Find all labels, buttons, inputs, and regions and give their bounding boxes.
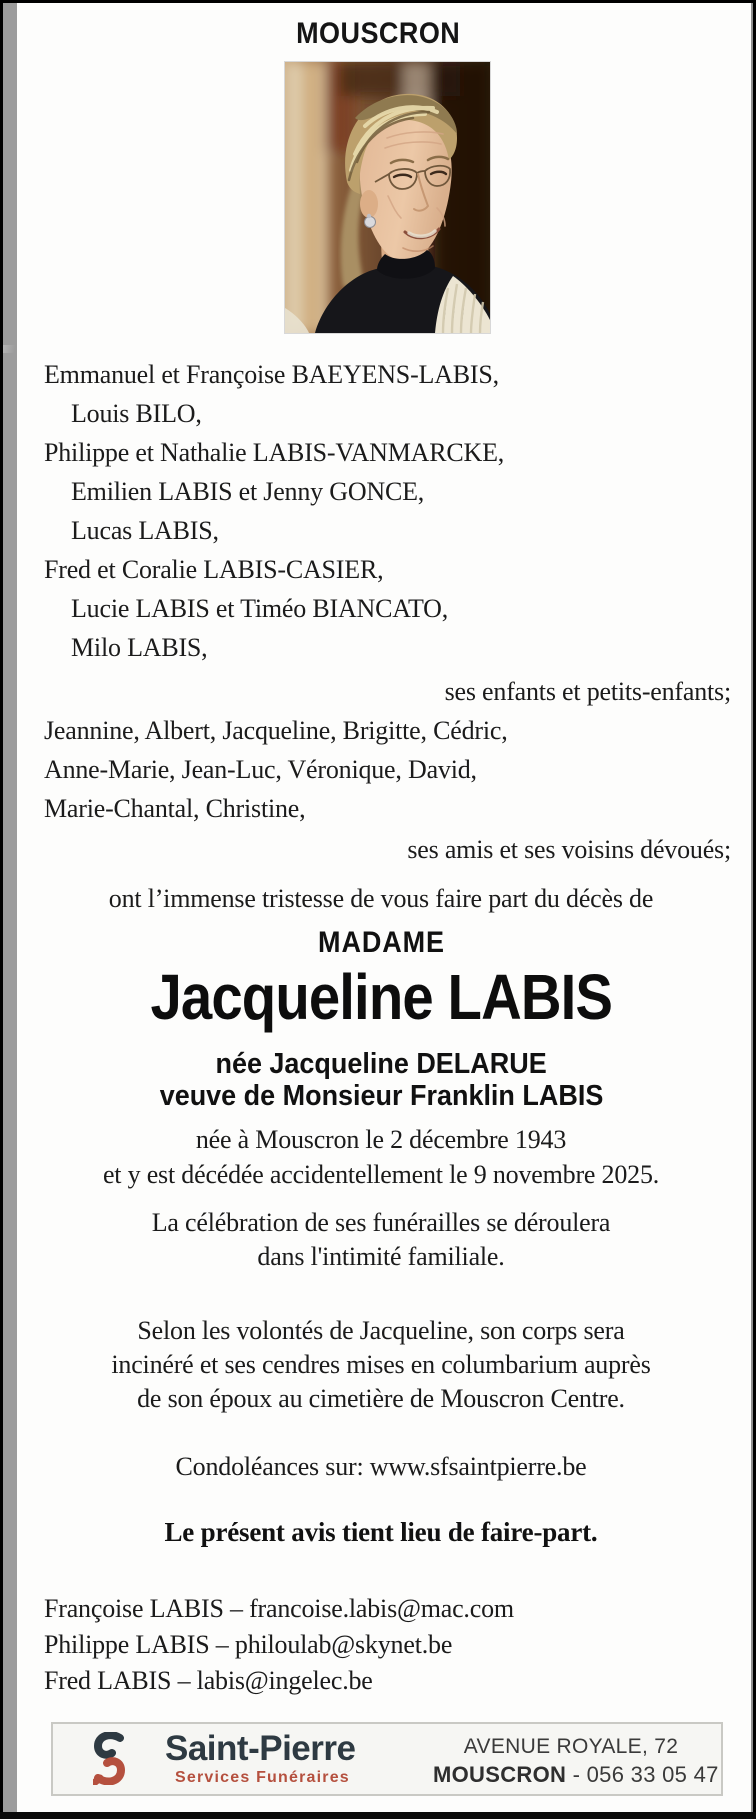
relation-friends-line: ses amis et ses voisins dévoués;: [407, 835, 731, 864]
city-header: [3, 17, 753, 51]
portrait-photo: [285, 62, 490, 333]
friends-line: Jeannine, Albert, Jacqueline, Brigitte, Cédric,: [44, 716, 508, 745]
funeral-home-tagline: Services Funéraires: [175, 1769, 350, 1786]
deceased-name: Jacqueline LABIS: [150, 961, 612, 1033]
saint-pierre-logo-icon: [93, 1732, 126, 1785]
funeral-home-address-block: [433, 1735, 719, 1788]
wishes-paragraph: Selon les volontés de Jacqueline, son corps sera incinéré et ses cendres mises en columbarium auprès de son époux au cimetière de Mouscron Centre.: [111, 1316, 651, 1413]
funeral-home-street: AVENUE ROYALE, 72: [463, 1735, 679, 1758]
contact-line: Fred LABIS – labis@ingelec.be: [44, 1666, 373, 1695]
contact-line: Françoise LABIS – francoise.labis@mac.com: [44, 1594, 514, 1623]
funeral-home-phone: - 056 33 05 47: [566, 1762, 719, 1787]
family-line: Louis BILO,: [71, 399, 202, 428]
city-header-text: MOUSCRON: [295, 17, 461, 50]
condolences-line: Condoléances sur: www.sfsaintpierre.be: [175, 1452, 587, 1481]
funeral-home-city-phone: [433, 1762, 719, 1788]
birth-line: née à Mouscron le 2 décembre 1943: [195, 1125, 567, 1154]
honorific-title: MADAME: [317, 926, 445, 959]
announcement-intro: ont l’immense tristesse de vous faire part du décès de: [108, 884, 654, 913]
birth-death-lines: [17, 1122, 745, 1192]
funeral-home-city: MOUSCRON: [433, 1762, 567, 1787]
scan-page-seam: [3, 345, 17, 353]
family-list: [44, 355, 731, 869]
death-line: et y est décédée accidentellement le 9 novembre 2025.: [102, 1160, 660, 1189]
friends-line: Anne-Marie, Jean-Luc, Véronique, David,: [44, 755, 477, 784]
relation-children-line: ses enfants et petits-enfants;: [444, 677, 731, 706]
family-line: Milo LABIS,: [71, 633, 208, 662]
notice-paper: [3, 3, 753, 1812]
funeral-paragraph: La célébration de ses funérailles se déroulera dans l'intimité familiale.: [151, 1208, 611, 1271]
scan-bottom-edge: [0, 1812, 756, 1819]
friends-line: Marie-Chantal, Christine,: [44, 794, 306, 823]
family-line: Emmanuel et Françoise BAEYENS-LABIS,: [44, 360, 499, 389]
widow-line: veuve de Monsieur Franklin LABIS: [159, 1080, 603, 1112]
scan-right-edge: [751, 3, 753, 1812]
contact-line: Philippe LABIS – philoulab@skynet.be: [44, 1630, 453, 1659]
portrait-photo-image: [285, 62, 490, 333]
family-line: Lucas LABIS,: [71, 516, 219, 545]
funeral-home-name-block: [165, 1731, 355, 1787]
contact-list: [44, 1591, 724, 1699]
maiden-name: née Jacqueline DELARUE: [215, 1048, 547, 1080]
family-line: Emilien LABIS et Jenny GONCE,: [71, 477, 425, 506]
funeral-home-banner: [51, 1722, 723, 1796]
family-line: Fred et Coralie LABIS-CASIER,: [44, 555, 384, 584]
faire-part-notice: Le présent avis tient lieu de faire-part.: [164, 1517, 598, 1547]
family-line: Lucie LABIS et Timéo BIANCATO,: [71, 594, 449, 623]
funeral-home-name: Saint-Pierre: [165, 1729, 356, 1768]
scan-left-margin: [3, 3, 17, 1812]
family-line: Philippe et Nathalie LABIS-VANMARCKE,: [44, 438, 505, 467]
